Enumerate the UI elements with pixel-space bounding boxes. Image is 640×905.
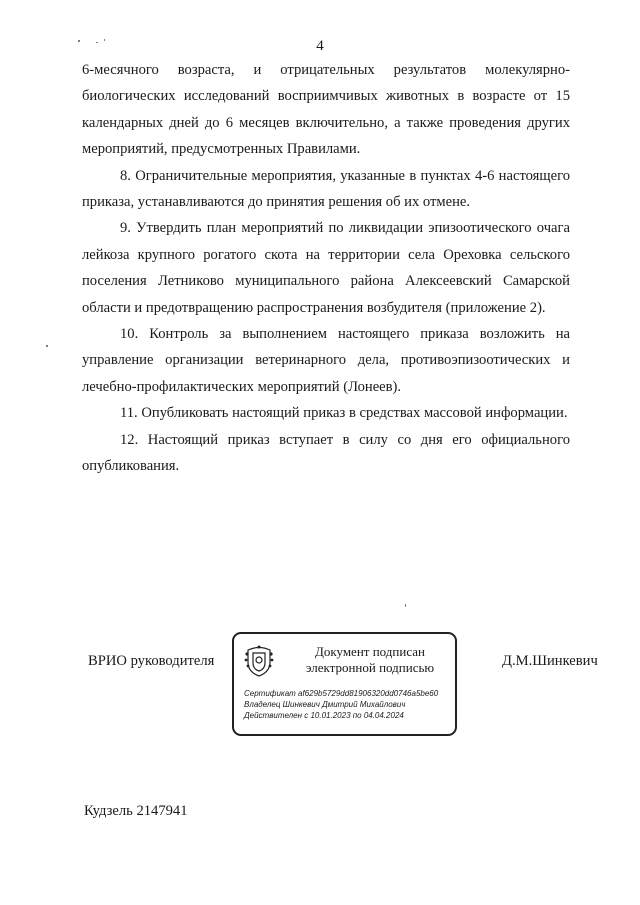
coat-of-arms-emblem-icon bbox=[244, 644, 274, 678]
stamp-owner: Владелец Шинкевич Дмитрий Михайлович bbox=[244, 700, 406, 709]
document-body bbox=[82, 57, 570, 480]
scan-speck bbox=[104, 39, 105, 41]
paragraph-9: 9. Утвердить план мероприятий по ликвидации эпизоотического очага лейкоза крупного рогатого скота на территории села Ореховка сельского поселения Летниково муниципального района Алексеевский Самарской области и предотвращению распространения возбудителя (приложение 2). bbox=[82, 220, 570, 316]
paragraph-8: 8. Ограничительные мероприятия, указанные в пунктах 4-6 настоящего приказа, устанавливаются до принятия решения об их отмене. bbox=[82, 167, 570, 211]
scan-speck bbox=[78, 40, 80, 42]
page-number: 4 bbox=[316, 38, 324, 54]
paragraph-10: 10. Контроль за выполнением настоящего приказа возложить на управление организации ветеринарного дела, противоэпизоотических и лечебно-профилактических мероприятий (Лонеев). bbox=[82, 326, 570, 395]
signature-block bbox=[0, 632, 640, 738]
scan-speck bbox=[405, 604, 406, 607]
stamp-certificate: Сертификат af629b5729dd81906320dd0746a5be60 bbox=[244, 689, 439, 698]
stamp-validity: Действителен с 10.01.2023 по 04.04.2024 bbox=[244, 711, 404, 720]
signer-title: ВРИО руководителя bbox=[88, 653, 215, 669]
electronic-signature-stamp bbox=[232, 632, 457, 736]
stamp-heading bbox=[286, 644, 454, 676]
paragraph-11: 11. Опубликовать настоящий приказ в средствах массовой информации. bbox=[120, 405, 568, 422]
scan-speck bbox=[46, 345, 48, 347]
scan-speck bbox=[96, 42, 98, 43]
paragraph-continuation: 6-месячного возраста, и отрицательных результатов молекулярно-биологических исследований восприимчивых животных в возрасте от 15 календарных дней до 6 месяцев включительно, а также проведения других мероприятий, предусмотренных Правилами. bbox=[82, 62, 570, 158]
stamp-details bbox=[244, 688, 438, 721]
executor-info: Кудзель 2147941 bbox=[84, 803, 188, 819]
stamp-line-1: Документ подписан bbox=[315, 644, 425, 659]
paragraph-12: 12. Настоящий приказ вступает в силу со дня его официального опубликования. bbox=[82, 431, 570, 475]
signer-name: Д.М.Шинкевич bbox=[502, 653, 598, 669]
stamp-line-2: электронной подписью bbox=[305, 660, 435, 675]
